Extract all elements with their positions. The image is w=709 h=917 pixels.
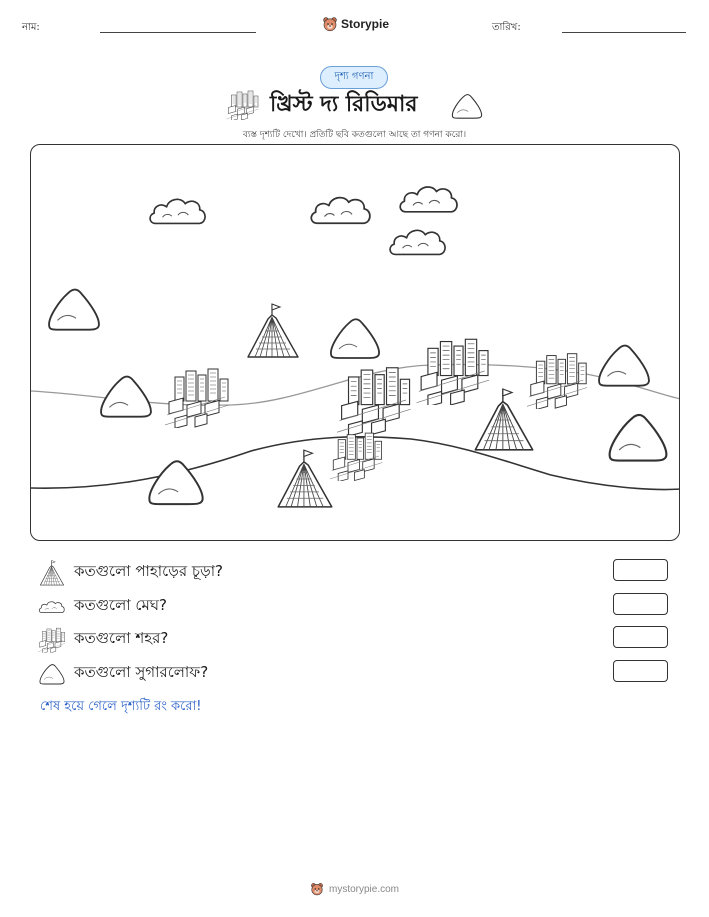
title-row — [0, 90, 709, 122]
question-text: কতগুলো পাহাড়ের চূড়া? — [74, 562, 224, 580]
scene-illustration — [31, 145, 680, 541]
sugarloaf-icon — [331, 319, 379, 358]
page-title: খ্রিস্ট দ্য রিডিমার — [270, 92, 418, 117]
sugarloaf-icon — [599, 346, 649, 386]
instructions: ব্যস্ত দৃশ্যটি দেখো। প্রতিটি ছবি কতগুলো আছে তা গণনা করো। — [242, 130, 467, 140]
question-row — [38, 625, 678, 659]
date-line[interactable] — [562, 32, 686, 33]
city-icon — [337, 368, 411, 436]
finish-note: শেষ হয়ে গেলে দৃশ্যটি রং করো! — [40, 699, 202, 714]
footer-url[interactable]: mystorypie.com — [328, 883, 399, 895]
category-badge: দৃশ্য গণনা — [320, 66, 388, 89]
sugarloaf-icon — [610, 415, 667, 461]
city-icon — [165, 369, 229, 428]
cloud-icon — [38, 594, 66, 620]
counting-scene — [30, 144, 680, 541]
answer-box[interactable] — [613, 626, 668, 648]
mountain-peak-icon — [38, 560, 66, 586]
cloud-icon — [400, 187, 457, 212]
brand-name: Storypie — [341, 17, 390, 31]
mountain-peak-icon — [248, 304, 298, 357]
header-row — [0, 14, 709, 38]
cloud-icon — [150, 199, 205, 223]
city-icon — [330, 433, 382, 482]
sugarloaf-icon — [38, 661, 66, 687]
sugarloaf-icon — [49, 290, 99, 330]
question-row — [38, 659, 678, 693]
mountain-peak-icon — [278, 450, 332, 507]
sugarloaf-icon — [450, 92, 484, 120]
bear-mascot-icon — [322, 16, 338, 32]
question-text: কতগুলো সুগারলোফ? — [74, 662, 209, 681]
cloud-icon — [390, 230, 445, 254]
question-list — [38, 558, 678, 692]
city-icon — [38, 627, 66, 653]
name-label: নাম: — [22, 22, 40, 33]
mountain-peak-icon — [475, 389, 532, 450]
question-text: কতগুলো শহর? — [74, 629, 169, 647]
cloud-icon — [311, 198, 370, 224]
answer-box[interactable] — [613, 660, 668, 682]
footer — [0, 880, 709, 898]
brand-logo — [322, 14, 389, 34]
sugarloaf-icon — [101, 377, 151, 417]
question-row — [38, 592, 678, 626]
question-text: কতগুলো মেঘ? — [74, 595, 168, 614]
bear-mascot-icon — [310, 882, 324, 896]
answer-box[interactable] — [613, 559, 668, 581]
city-icon — [226, 90, 260, 120]
date-label: তারিখ: — [492, 22, 521, 33]
name-line[interactable] — [100, 32, 256, 33]
question-row — [38, 558, 678, 592]
city-icon — [527, 354, 587, 410]
city-icon — [417, 339, 490, 406]
answer-box[interactable] — [613, 593, 668, 615]
